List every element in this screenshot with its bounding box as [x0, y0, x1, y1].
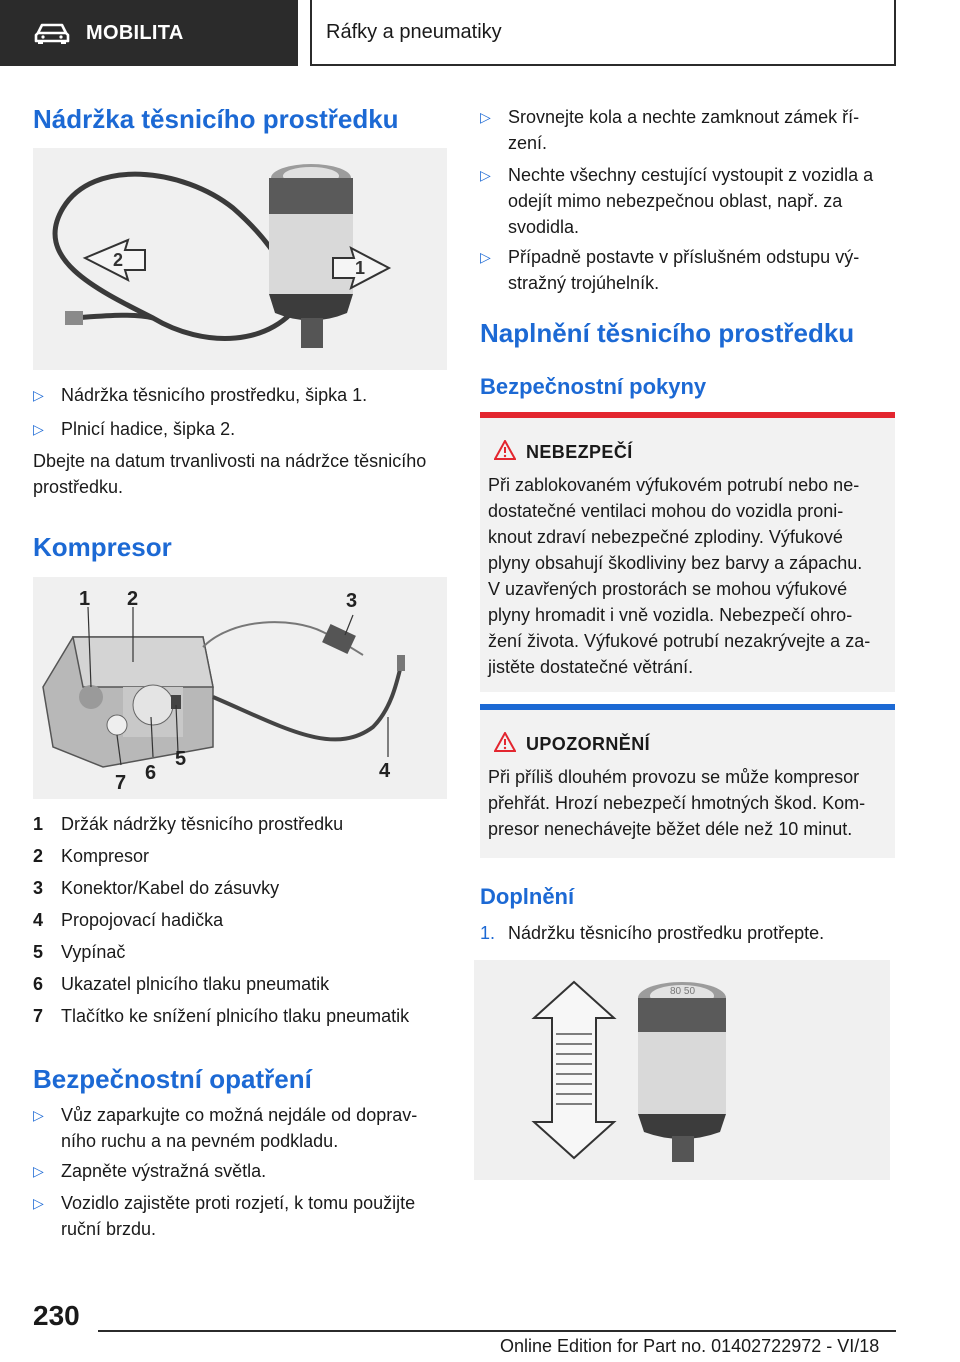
figure-sealant-container: [33, 148, 447, 370]
car-icon: [34, 21, 70, 45]
arrow-2-label: [85, 240, 145, 280]
bullet-item: ▷ Plnicí hadice, šipka 2.: [33, 416, 447, 442]
shake-container-illustration: [474, 960, 890, 1180]
svg-text:1: 1: [355, 258, 366, 278]
bullet-item: ▷ Vůz zaparkujte co možná nejdále od doprav- ního ruchu a na pevném podkladu.: [33, 1102, 447, 1154]
triangle-bullet-icon: ▷: [33, 1107, 44, 1123]
heading-safety-notes: Bezpečnostní pokyny: [480, 374, 707, 399]
triangle-bullet-icon: ▷: [33, 1163, 44, 1179]
callout-1: 1: [79, 588, 91, 610]
callout-7: 7: [115, 772, 127, 794]
bullet-item: ▷ Nechte všechny cestující vystoupit z vozidla a odejít mimo nebezpečnou oblast, např. za svodidla.: [480, 162, 895, 240]
bullet-item: ▷ Nádržka těsnicího prostředku, šipka 1.: [33, 382, 447, 408]
edition-info: Online Edition for Part no. 01402722972 - VI/18: [500, 1336, 880, 1356]
heading-safety-measures: Bezpečnostní opatření: [33, 1064, 312, 1094]
chapter-tab[interactable]: [310, 0, 896, 66]
caution-bar: [480, 704, 895, 710]
callout-5: 5: [175, 748, 187, 770]
heading-sealant-container: Nádržka těsnicího prostředku: [33, 104, 399, 134]
danger-bar: [480, 412, 895, 418]
callout-2: 2: [127, 588, 139, 610]
section-tab[interactable]: [0, 0, 298, 66]
svg-text:2: 2: [113, 250, 124, 270]
danger-box: [480, 412, 895, 692]
sealant-note: Dbejte na datum trvanlivosti na nádržce těsnicího prostředku.: [33, 451, 427, 497]
sealant-container-illustration: [33, 148, 447, 370]
danger-title: NEBEZPEČÍ: [526, 442, 633, 462]
callout-6: 6: [145, 762, 157, 784]
page-number: 230: [33, 1300, 80, 1331]
danger-text: Při zablokovaném výfukovém potrubí nebo ne- dostatečné ventilaci mohou do vozidla proni- knout zdraví nebezpečné zplodiny. Výfukové plyny obsahují škodliviny bez barvy a zápachu. V uzavřených prostorách se mohou výfukové plyny hromadit i vně vozidla. Nebezpečí ohro- žení života. Výfukové potrubí nezakrývejte a za- jistěte dostatečné větrání.: [488, 475, 871, 677]
triangle-bullet-icon: ▷: [33, 421, 44, 437]
triangle-bullet-icon: ▷: [480, 109, 491, 125]
bullet-item: ▷ Srovnejte kola a nechte zamknout zámek ří- zení.: [480, 104, 895, 156]
bullet-item: ▷ Případně postavte v příslušném odstupu vý- stražný trojúhelník.: [480, 244, 895, 296]
heading-fill-sealant: Naplnění těsnicího prostředku: [480, 318, 855, 348]
caution-text: Při příliš dlouhém provozu se může kompresor přehřát. Hrozí nebezpečí hmotných škod. Kom- presor nenechávejte běžet déle než 10 minut.: [488, 767, 866, 839]
callout-3: 3: [346, 590, 358, 612]
triangle-bullet-icon: ▷: [33, 387, 44, 403]
figure-compressor: [33, 577, 447, 799]
callout-4: 4: [379, 760, 391, 782]
triangle-bullet-icon: ▷: [480, 167, 491, 183]
compressor-illustration: [33, 577, 447, 799]
page-header: [0, 0, 960, 66]
warning-triangle-icon: [494, 732, 516, 752]
bullet-item: ▷ Zapněte výstražná světla.: [33, 1158, 447, 1184]
caution-box: [480, 704, 895, 858]
figure-shake-container: [474, 960, 890, 1180]
warning-triangle-icon: [494, 440, 516, 460]
heading-compressor: Kompresor: [33, 532, 172, 562]
heading-refill: Doplnění: [480, 884, 575, 909]
triangle-bullet-icon: ▷: [33, 1195, 44, 1211]
chapter-title: Ráfky a pneumatiky: [326, 20, 502, 43]
can-label: 80 50: [670, 986, 696, 997]
footer-divider: [98, 1330, 896, 1332]
section-title: MOBILITA: [86, 21, 184, 44]
bullet-item: ▷ Vozidlo zajistěte proti rozjetí, k tomu použijte ruční brzdu.: [33, 1190, 447, 1242]
caution-title: UPOZORNĚNÍ: [526, 734, 651, 754]
triangle-bullet-icon: ▷: [480, 249, 491, 265]
